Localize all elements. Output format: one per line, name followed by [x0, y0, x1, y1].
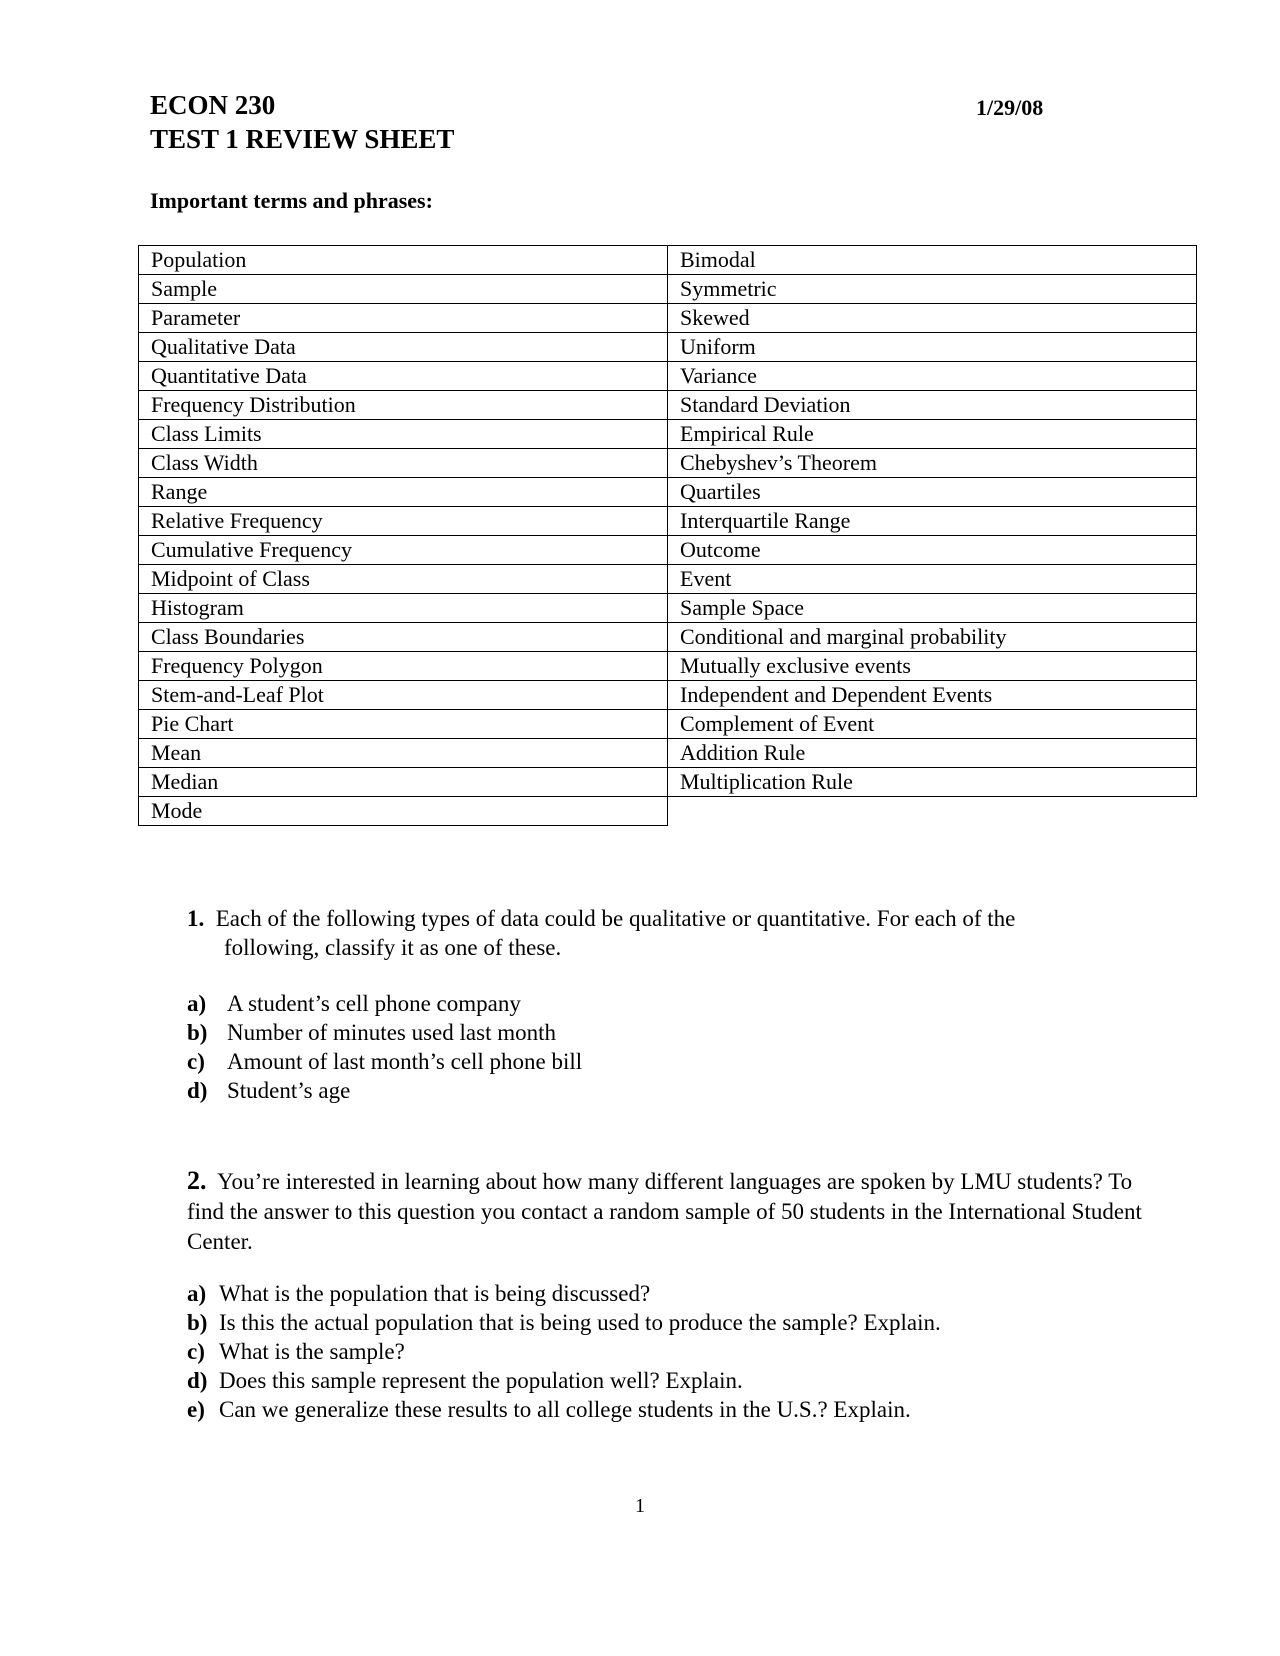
q1-item-text: A student’s cell phone company	[227, 991, 521, 1016]
q1-item-text: Student’s age	[227, 1078, 351, 1103]
terms-row	[139, 246, 1197, 275]
terms-row	[139, 333, 1197, 362]
q2-item	[187, 1308, 941, 1337]
q1-item-text: Amount of last month’s cell phone bill	[227, 1049, 583, 1074]
q1-item	[187, 1018, 582, 1047]
term-cell-right: Sample Space	[668, 594, 1197, 623]
q2-item-label: a)	[187, 1281, 207, 1306]
term-cell-left: Population	[139, 246, 668, 275]
question-2	[187, 1166, 1167, 1257]
term-cell-right: Event	[668, 565, 1197, 594]
q2-item-label: e)	[187, 1397, 205, 1422]
page-number: 1	[635, 1495, 645, 1517]
term-cell-left: Histogram	[139, 594, 668, 623]
q1-item-text: Number of minutes used last month	[227, 1020, 556, 1045]
q2-item-label: c)	[187, 1339, 205, 1364]
term-cell-left: Frequency Distribution	[139, 391, 668, 420]
terms-row	[139, 681, 1197, 710]
terms-row	[139, 797, 1197, 826]
terms-row	[139, 362, 1197, 391]
term-cell-right: Skewed	[668, 304, 1197, 333]
term-cell-right: Variance	[668, 362, 1197, 391]
q2-item-text: What is the population that is being discussed?	[219, 1281, 651, 1306]
term-cell-right: Symmetric	[668, 275, 1197, 304]
terms-row	[139, 391, 1197, 420]
term-cell-right: Outcome	[668, 536, 1197, 565]
q2-item	[187, 1395, 941, 1424]
terms-row	[139, 536, 1197, 565]
q1-item-label: b)	[187, 1020, 208, 1045]
question-1-number: 1.	[187, 906, 205, 931]
q2-item-label: b)	[187, 1310, 208, 1335]
term-cell-left: Cumulative Frequency	[139, 536, 668, 565]
term-cell-right: Addition Rule	[668, 739, 1197, 768]
term-cell-left: Pie Chart	[139, 710, 668, 739]
terms-row	[139, 739, 1197, 768]
q1-item	[187, 989, 582, 1018]
question-1-text: Each of the following types of data could be qualitative or quantitative. For each of the	[215, 906, 1016, 931]
term-cell-left: Class Width	[139, 449, 668, 478]
terms-row	[139, 275, 1197, 304]
terms-row	[139, 449, 1197, 478]
term-cell-right: Chebyshev’s Theorem	[668, 449, 1197, 478]
question-1-items	[187, 989, 582, 1105]
term-cell-left: Sample	[139, 275, 668, 304]
q2-item	[187, 1279, 941, 1308]
term-cell-right: Conditional and marginal probability	[668, 623, 1197, 652]
q2-item-text: What is the sample?	[219, 1339, 405, 1364]
page-title: TEST 1 REVIEW SHEET	[150, 124, 455, 154]
q1-item-label: c)	[187, 1049, 205, 1074]
course-code: ECON 230	[150, 90, 276, 120]
term-cell-right: Independent and Dependent Events	[668, 681, 1197, 710]
q2-item-text: Does this sample represent the population well? Explain.	[219, 1368, 743, 1393]
q2-item	[187, 1337, 941, 1366]
question-1-line-1	[187, 904, 1015, 934]
terms-row	[139, 594, 1197, 623]
question-2-text: You’re interested in learning about how many different languages are spoken by LMU students? To find the answer to this question you contact a random sample of 50 students in the International Student Center.	[187, 1169, 1142, 1254]
term-cell-left: Frequency Polygon	[139, 652, 668, 681]
q2-item-label: d)	[187, 1368, 208, 1393]
term-cell-left: Range	[139, 478, 668, 507]
q2-item-text: Is this the actual population that is being used to produce the sample? Explain.	[219, 1310, 941, 1335]
q1-item	[187, 1047, 582, 1076]
terms-row	[139, 710, 1197, 739]
term-cell-left: Parameter	[139, 304, 668, 333]
question-2-items	[187, 1279, 941, 1424]
term-cell-left: Class Limits	[139, 420, 668, 449]
term-cell-right: Quartiles	[668, 478, 1197, 507]
terms-row	[139, 565, 1197, 594]
term-cell-right: Multiplication Rule	[668, 768, 1197, 797]
empty-cell	[668, 797, 1197, 826]
terms-row	[139, 420, 1197, 449]
document-date: 1/29/08	[976, 95, 1044, 120]
term-cell-left: Quantitative Data	[139, 362, 668, 391]
terms-row	[139, 768, 1197, 797]
term-cell-right: Standard Deviation	[668, 391, 1197, 420]
term-cell-right: Complement of Event	[668, 710, 1197, 739]
term-cell-right: Interquartile Range	[668, 507, 1197, 536]
q2-item	[187, 1366, 941, 1395]
q1-item-label: a)	[187, 991, 207, 1016]
q2-item-text: Can we generalize these results to all college students in the U.S.? Explain.	[219, 1397, 911, 1422]
q1-item	[187, 1076, 582, 1105]
q1-item-label: d)	[187, 1078, 208, 1103]
terms-row	[139, 304, 1197, 333]
terms-table	[138, 245, 1197, 826]
terms-row	[139, 478, 1197, 507]
term-cell-left: Relative Frequency	[139, 507, 668, 536]
term-cell-left: Midpoint of Class	[139, 565, 668, 594]
terms-row	[139, 623, 1197, 652]
term-cell-right: Uniform	[668, 333, 1197, 362]
term-cell-right: Mutually exclusive events	[668, 652, 1197, 681]
term-cell-left: Stem-and-Leaf Plot	[139, 681, 668, 710]
terms-row	[139, 507, 1197, 536]
term-cell-left: Mean	[139, 739, 668, 768]
terms-row	[139, 652, 1197, 681]
term-cell-left: Median	[139, 768, 668, 797]
term-cell-right: Bimodal	[668, 246, 1197, 275]
term-cell-left: Mode	[139, 797, 668, 826]
question-2-number: 2.	[187, 1166, 207, 1195]
terms-heading: Important terms and phrases:	[150, 188, 433, 213]
term-cell-right: Empirical Rule	[668, 420, 1197, 449]
question-1-line-2: following, classify it as one of these.	[224, 935, 562, 960]
term-cell-left: Class Boundaries	[139, 623, 668, 652]
term-cell-left: Qualitative Data	[139, 333, 668, 362]
